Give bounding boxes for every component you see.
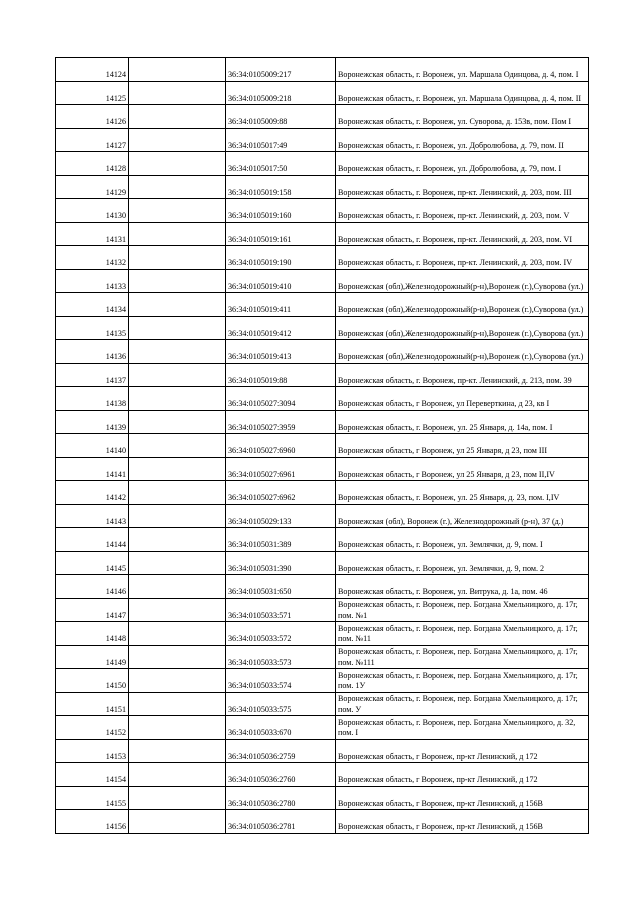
table-row [56, 340, 589, 364]
cadastral-number: 36:34:0105019:410 [226, 269, 336, 293]
cadastral-number: 36:34:0105031:389 [226, 528, 336, 552]
row-number: 14125 [56, 81, 129, 105]
address: Воронежская область, г. Воронеж, ул. Маршала Одинцова, д. 4, пом. I [336, 58, 589, 82]
row-number: 14142 [56, 481, 129, 505]
cadastral-number: 36:34:0105031:650 [226, 575, 336, 599]
cadastral-number: 36:34:0105019:411 [226, 293, 336, 317]
cadastral-number: 36:34:0105009:217 [226, 58, 336, 82]
empty-cell [129, 575, 226, 599]
row-number: 14150 [56, 669, 129, 693]
table-row [56, 669, 589, 693]
cadastral-number: 36:34:0105019:413 [226, 340, 336, 364]
address: Воронежская область, г. Воронеж, пер. Богдана Хмельницкого, д. 17г, пом. №1 [336, 598, 589, 622]
empty-cell [129, 105, 226, 129]
table-row [56, 481, 589, 505]
empty-cell [129, 622, 226, 646]
address: Воронежская область, г Воронеж, ул 25 Января, д 23, пом III [336, 434, 589, 458]
empty-cell [129, 293, 226, 317]
address: Воронежская область, г. Воронеж, пер. Богдана Хмельницкого, д. 17г, пом. №11 [336, 622, 589, 646]
table-row [56, 434, 589, 458]
address: Воронежская (обл),Железнодорожный(р-н),Воронеж (г.),Суворова (ул.) [336, 316, 589, 340]
table-row [56, 152, 589, 176]
empty-cell [129, 128, 226, 152]
table-row [56, 810, 589, 834]
cadastral-number: 36:34:0105033:572 [226, 622, 336, 646]
row-number: 14126 [56, 105, 129, 129]
empty-cell [129, 504, 226, 528]
address: Воронежская (обл), Воронеж (г.), Железнодорожный (р-н), 37 (д.) [336, 504, 589, 528]
cadastral-number: 36:34:0105027:3094 [226, 387, 336, 411]
table-row [56, 246, 589, 270]
table-row [56, 293, 589, 317]
table-row [56, 739, 589, 763]
row-number: 14132 [56, 246, 129, 270]
address: Воронежская область, г Воронеж, пр-кт Ленинский, д 172 [336, 739, 589, 763]
table-row [56, 269, 589, 293]
address: Воронежская область, г. Воронеж, ул. Землячки, д. 9, пом. I [336, 528, 589, 552]
cadastral-number: 36:34:0105019:160 [226, 199, 336, 223]
address: Воронежская область, г. Воронеж, пр-кт. Ленинский, д. 203, пом. IV [336, 246, 589, 270]
cadastral-number: 36:34:0105029:133 [226, 504, 336, 528]
cadastral-number: 36:34:0105027:3959 [226, 410, 336, 434]
table-row [56, 528, 589, 552]
empty-cell [129, 692, 226, 716]
row-number: 14139 [56, 410, 129, 434]
cadastral-number: 36:34:0105017:49 [226, 128, 336, 152]
address: Воронежская область, г. Воронеж, пер. Богдана Хмельницкого, д. 17г, пом. У [336, 692, 589, 716]
empty-cell [129, 551, 226, 575]
empty-cell [129, 222, 226, 246]
address: Воронежская (обл),Железнодорожный(р-н),Воронеж (г.),Суворова (ул.) [336, 269, 589, 293]
address: Воронежская (обл),Железнодорожный(р-н),Воронеж (г.),Суворова (ул.) [336, 293, 589, 317]
cadastral-number: 36:34:0105027:6962 [226, 481, 336, 505]
row-number: 14154 [56, 763, 129, 787]
table-row [56, 105, 589, 129]
cadastral-number: 36:34:0105033:575 [226, 692, 336, 716]
row-number: 14156 [56, 810, 129, 834]
row-number: 14129 [56, 175, 129, 199]
empty-cell [129, 739, 226, 763]
cadastral-number: 36:34:0105009:218 [226, 81, 336, 105]
empty-cell [129, 316, 226, 340]
row-number: 14135 [56, 316, 129, 340]
cadastral-number: 36:34:0105033:574 [226, 669, 336, 693]
empty-cell [129, 269, 226, 293]
empty-cell [129, 363, 226, 387]
address: Воронежская область, г. Воронеж, пр-кт. Ленинский, д. 203, пом. III [336, 175, 589, 199]
table-row [56, 387, 589, 411]
empty-cell [129, 152, 226, 176]
row-number: 14144 [56, 528, 129, 552]
table-row [56, 81, 589, 105]
property-table [55, 57, 589, 834]
table-row [56, 551, 589, 575]
empty-cell [129, 387, 226, 411]
table-row [56, 363, 589, 387]
empty-cell [129, 528, 226, 552]
empty-cell [129, 598, 226, 622]
address: Воронежская область, г. Воронеж, ул. 25 Января, д. 23, пом. I,IV [336, 481, 589, 505]
table-row [56, 222, 589, 246]
row-number: 14149 [56, 645, 129, 669]
address: Воронежская область, г. Воронеж, пер. Богдана Хмельницкого, д. 17г, пом. №111 [336, 645, 589, 669]
table-row [56, 645, 589, 669]
address: Воронежская область, г. Воронеж, ул. Суворова, д. 153в, пом. Пом I [336, 105, 589, 129]
empty-cell [129, 81, 226, 105]
cadastral-number: 36:34:0105027:6960 [226, 434, 336, 458]
cadastral-number: 36:34:0105019:190 [226, 246, 336, 270]
address: Воронежская область, г. Воронеж, ул. Витрука, д. 1а, пом. 46 [336, 575, 589, 599]
address: Воронежская область, г. Воронеж, пр-кт. Ленинский, д. 213, пом. 39 [336, 363, 589, 387]
empty-cell [129, 175, 226, 199]
table-row [56, 504, 589, 528]
cadastral-number: 36:34:0105019:88 [226, 363, 336, 387]
cadastral-number: 36:34:0105036:2780 [226, 786, 336, 810]
table-row [56, 457, 589, 481]
address: Воронежская область, г. Воронеж, ул. Маршала Одинцова, д. 4, пом. II [336, 81, 589, 105]
empty-cell [129, 410, 226, 434]
empty-cell [129, 763, 226, 787]
row-number: 14153 [56, 739, 129, 763]
table-row [56, 598, 589, 622]
empty-cell [129, 645, 226, 669]
table-row [56, 58, 589, 82]
address: Воронежская область, г. Воронеж, ул. Землячки, д. 9, пом. 2 [336, 551, 589, 575]
table-row [56, 575, 589, 599]
empty-cell [129, 716, 226, 740]
address: Воронежская область, г Воронеж, пр-кт Ленинский, д 156В [336, 786, 589, 810]
address: Воронежская область, г Воронеж, пр-кт Ленинский, д 156В [336, 810, 589, 834]
table-row [56, 410, 589, 434]
address: Воронежская область, г. Воронеж, ул. Добролюбова, д. 79, пом. I [336, 152, 589, 176]
address: Воронежская область, г Воронеж, пр-кт Ленинский, д 172 [336, 763, 589, 787]
address: Воронежская область, г. Воронеж, пер. Богдана Хмельницкого, д. 32, пом. I [336, 716, 589, 740]
row-number: 14131 [56, 222, 129, 246]
table-row [56, 763, 589, 787]
address: Воронежская область, г. Воронеж, пр-кт. Ленинский, д. 203, пом. V [336, 199, 589, 223]
row-number: 14136 [56, 340, 129, 364]
row-number: 14138 [56, 387, 129, 411]
address: Воронежская область, г Воронеж, ул 25 Января, д 23, пом II,IV [336, 457, 589, 481]
address: Воронежская область, г Воронеж, ул Переверткина, д 23, кв I [336, 387, 589, 411]
row-number: 14137 [56, 363, 129, 387]
row-number: 14147 [56, 598, 129, 622]
address: Воронежская область, г. Воронеж, ул. Добролюбова, д. 79, пом. II [336, 128, 589, 152]
empty-cell [129, 786, 226, 810]
cadastral-number: 36:34:0105009:88 [226, 105, 336, 129]
address: Воронежская (обл),Железнодорожный(р-н),Воронеж (г.),Суворова (ул.) [336, 340, 589, 364]
table-row [56, 622, 589, 646]
cadastral-number: 36:34:0105019:161 [226, 222, 336, 246]
row-number: 14143 [56, 504, 129, 528]
address: Воронежская область, г. Воронеж, ул. 25 Января, д. 14а, пом. I [336, 410, 589, 434]
table-row [56, 199, 589, 223]
empty-cell [129, 481, 226, 505]
row-number: 14141 [56, 457, 129, 481]
empty-cell [129, 340, 226, 364]
row-number: 14146 [56, 575, 129, 599]
row-number: 14151 [56, 692, 129, 716]
table-row [56, 175, 589, 199]
row-number: 14130 [56, 199, 129, 223]
table-row [56, 692, 589, 716]
cadastral-number: 36:34:0105027:6961 [226, 457, 336, 481]
row-number: 14152 [56, 716, 129, 740]
empty-cell [129, 199, 226, 223]
row-number: 14155 [56, 786, 129, 810]
row-number: 14128 [56, 152, 129, 176]
empty-cell [129, 58, 226, 82]
cadastral-number: 36:34:0105036:2759 [226, 739, 336, 763]
table-row [56, 128, 589, 152]
table-body [56, 58, 589, 834]
row-number: 14148 [56, 622, 129, 646]
row-number: 14133 [56, 269, 129, 293]
cadastral-number: 36:34:0105031:390 [226, 551, 336, 575]
cadastral-number: 36:34:0105033:670 [226, 716, 336, 740]
empty-cell [129, 246, 226, 270]
table-row [56, 716, 589, 740]
cadastral-number: 36:34:0105033:571 [226, 598, 336, 622]
cadastral-number: 36:34:0105033:573 [226, 645, 336, 669]
cadastral-number: 36:34:0105019:158 [226, 175, 336, 199]
empty-cell [129, 457, 226, 481]
row-number: 14127 [56, 128, 129, 152]
row-number: 14134 [56, 293, 129, 317]
cadastral-number: 36:34:0105019:412 [226, 316, 336, 340]
table-row [56, 316, 589, 340]
row-number: 14124 [56, 58, 129, 82]
row-number: 14140 [56, 434, 129, 458]
address: Воронежская область, г. Воронеж, пер. Богдана Хмельницкого, д. 17г, пом. 1У [336, 669, 589, 693]
row-number: 14145 [56, 551, 129, 575]
address: Воронежская область, г. Воронеж, пр-кт. Ленинский, д. 203, пом. VI [336, 222, 589, 246]
empty-cell [129, 434, 226, 458]
table-row [56, 786, 589, 810]
empty-cell [129, 810, 226, 834]
empty-cell [129, 669, 226, 693]
cadastral-number: 36:34:0105036:2781 [226, 810, 336, 834]
cadastral-number: 36:34:0105017:50 [226, 152, 336, 176]
cadastral-number: 36:34:0105036:2760 [226, 763, 336, 787]
